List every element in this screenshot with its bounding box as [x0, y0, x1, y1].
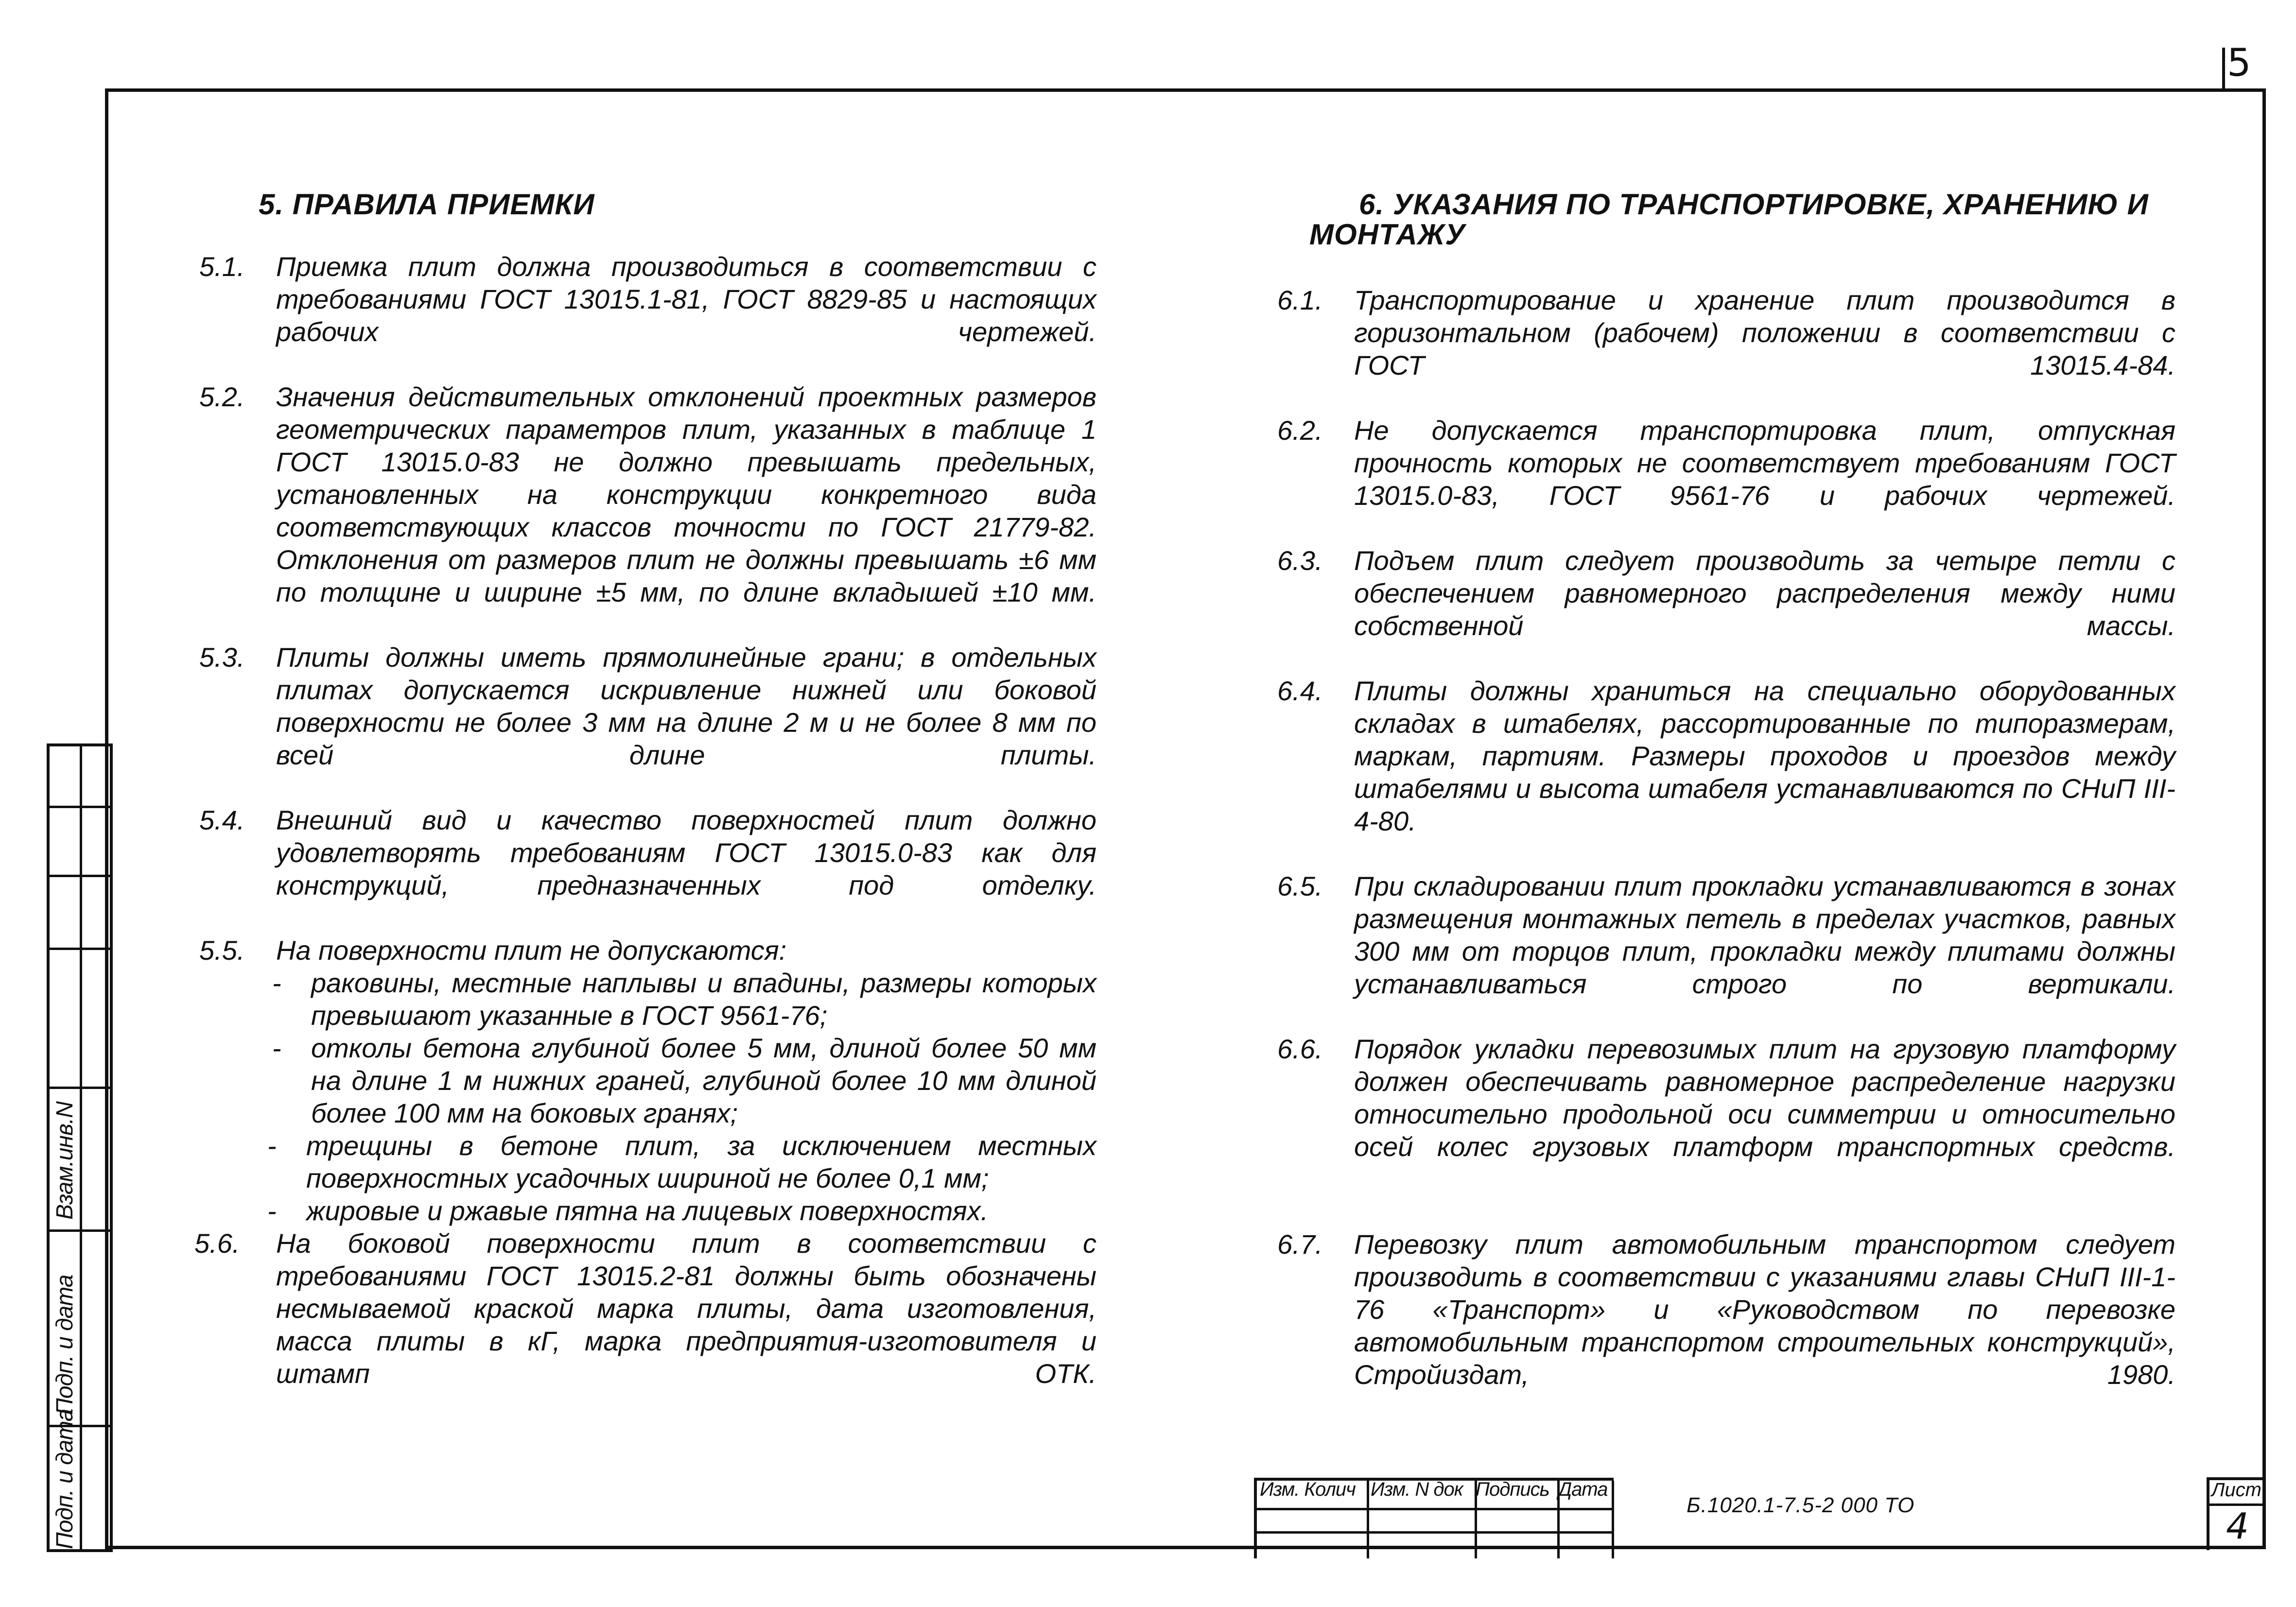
bullet-text: трещины в бетоне плит, за исключением местных поверхностных усадочных шириной не более 0,1 мм; [306, 1130, 1096, 1193]
item-6-3 [1277, 544, 2175, 674]
stamp-divider [50, 948, 110, 950]
item-5-4 [199, 804, 1096, 934]
item-6-7 [1277, 1228, 2175, 1423]
item-number: 6.7. [1277, 1229, 1323, 1260]
spacer [1277, 1195, 2175, 1228]
item-text: На поверхности плит не допускаются: [276, 935, 787, 966]
item-number: 6.5. [1277, 871, 1323, 901]
section5-heading: 5. ПРАВИЛА ПРИЕМКИ [259, 188, 595, 221]
item-text: Плиты должны иметь прямолинейные грани; в отдельных плитах допускается искривление нижней или боковой поверхности не более 3 мм на длине 2 м и не более 8 мм по всей длине плиты. [276, 642, 1096, 770]
item-text: Транспортирование и хранение плит производится в горизонтальном (рабочем) положении в соответствии с ГОСТ 13015.4-84. [1354, 285, 2175, 380]
grid-line [1367, 1481, 1369, 1558]
stamp-divider [50, 1229, 110, 1232]
stamp-divider [50, 1087, 110, 1089]
item-number: 6.2. [1277, 415, 1323, 446]
bullet-dash: - [272, 968, 281, 998]
tb-header-izm-kolich: Изм. Колич [1260, 1479, 1356, 1500]
section5-column [194, 250, 1096, 1422]
stamp-label-podp-data-1: Подп. и дата [52, 1275, 78, 1415]
item-5-6 [194, 1227, 1096, 1422]
item-text: Приемка плит должна производиться в соответствии с требованиями ГОСТ 13015.1-81, ГОСТ 8829-85 и настоящих рабочих чертежей. [276, 251, 1096, 347]
document-code: Б.1020.1-7.5-2 000 ТО [1687, 1493, 1915, 1517]
bullet-text: раковины, местные наплывы и впадины, размеры которых превышают указанные в ГОСТ 9561-76; [311, 968, 1096, 1031]
bullet-text: отколы бетона глубиной более 5 мм, длиной более 50 мм на длине 1 м нижних граней, глубиной более 10 мм длиной более 100 мм на боковых гранях; [311, 1033, 1096, 1128]
bullet-text: жировые и ржавые пятна на лицевых поверхностях. [306, 1195, 989, 1226]
item-number: 5.3. [199, 642, 245, 673]
item-number: 5.6. [194, 1228, 240, 1259]
item-number: 6.3. [1277, 545, 1323, 576]
item-6-4 [1277, 674, 2175, 870]
item-number: 6.1. [1277, 285, 1323, 315]
bullet-item [272, 1032, 1096, 1129]
item-5-2 [199, 380, 1096, 641]
corner-page-number: 5 [2227, 41, 2251, 85]
bullet-item [267, 1194, 1096, 1227]
item-text: Подъем плит следует производить за четыре петли с обеспечением равномерного распределения между ними собственной массы. [1354, 545, 2175, 641]
tb-header-izm-ndok: Изм. N док [1371, 1479, 1463, 1500]
item-text: На боковой поверхности плит в соответствии с требованиями ГОСТ 13015.2-81 должны быть обозначены несмываемой краской марка плиты, дата изготовления, масса плиты в кГ, марка предприятия-изготовителя и штамп ОТК. [276, 1228, 1096, 1389]
item-text: Порядок укладки перевозимых плит на грузовую платформу должен обеспечивать равномерное распределение нагрузки относительно продольной оси симметрии и относительно осей колес грузовых платформ транспортных средств. [1354, 1034, 2175, 1162]
item-number: 5.5. [199, 935, 245, 966]
item-number: 6.6. [1277, 1034, 1323, 1064]
corner-divider [2222, 48, 2225, 88]
item-text: Внешний вид и качество поверхностей плит должно удовлетворять требованиям ГОСТ 13015.0-83 как для конструкций, предназначенных под отделку. [276, 805, 1096, 900]
bullet-dash: - [267, 1130, 277, 1161]
section6-heading-line2: МОНТАЖУ [1309, 218, 1465, 251]
section6-heading-line1: 6. УКАЗАНИЯ ПО ТРАНСПОРТИРОВКЕ, ХРАНЕНИЮ И [1359, 188, 2149, 221]
item-6-6 [1277, 1033, 2175, 1195]
item-5-1 [199, 250, 1096, 380]
item-6-5 [1277, 870, 2175, 1033]
tb-header-data: Дата [1558, 1479, 1608, 1500]
item-text: Значения действительных отклонений проектных размеров геометрических параметров плит, указанных в таблице 1 ГОСТ 13015.0-83 не должно превышать предельных, установленных на конструкции конкретного вида соответствующих классов точности по ГОСТ 21779-82. Отклонения от размеров плит не должны превышать ±6 мм по толщине и ширине ±5 мм, по длине вкладышей ±10 мм. [276, 381, 1096, 607]
section6-column [1277, 284, 2175, 1423]
item-5-3 [199, 641, 1096, 804]
item-number: 5.1. [199, 251, 245, 282]
item-number: 5.2. [199, 381, 245, 412]
item-text: Не допускается транспортировка плит, отпускная прочность которых не соответствует требованиям ГОСТ 13015.0-83, ГОСТ 9561-76 и рабочих чертежей. [1354, 415, 2175, 511]
item-text: При складировании плит прокладки устанавливаются в зонах размещения монтажных петель в пределах участков, равных 300 мм от торцов плит, прокладки между плитами должны устанавливаться строго по вертикали. [1354, 871, 2175, 999]
bullet-dash: - [272, 1033, 281, 1063]
sheet-label: Лист [2211, 1479, 2261, 1501]
stamp-divider [50, 875, 110, 877]
bullet-item [272, 967, 1096, 1032]
item-text: Перевозку плит автомобильным транспортом следует производить в соответствии с указаниями главы СНиП III-1-76 «Транспорт» и «Руководством по перевозке автомобильным транспортом строительных конструкций», Стройиздат, 1980. [1354, 1229, 2175, 1390]
item-text: Плиты должны храниться на специально оборудованных складах в штабелях, рассортированные по типоразмерам, маркам, партиям. Размеры проходов и проездов между штабелями и высота штабеля устанавливаются по СНиП III-4-80. [1354, 675, 2175, 836]
item-5-5 [199, 934, 1096, 967]
stamp-divider [80, 746, 82, 1549]
stamp-label-podp-data-2: Подп. и дата [52, 1409, 78, 1549]
item-number: 6.4. [1277, 675, 1323, 706]
stamp-divider [50, 806, 110, 808]
stamp-label-vzam: Взам.инв.N [52, 1102, 78, 1220]
grid-line [1257, 1508, 1614, 1510]
item-number: 5.4. [199, 805, 245, 835]
bullet-item [267, 1129, 1096, 1194]
grid-line [1612, 1481, 1614, 1558]
item-6-1 [1277, 284, 2175, 414]
item-6-2 [1277, 414, 2175, 544]
grid-line [1257, 1531, 1614, 1534]
tb-header-podpis: Подпись [1476, 1479, 1549, 1500]
bullet-dash: - [267, 1195, 277, 1226]
sheet-number: 4 [2226, 1505, 2249, 1547]
